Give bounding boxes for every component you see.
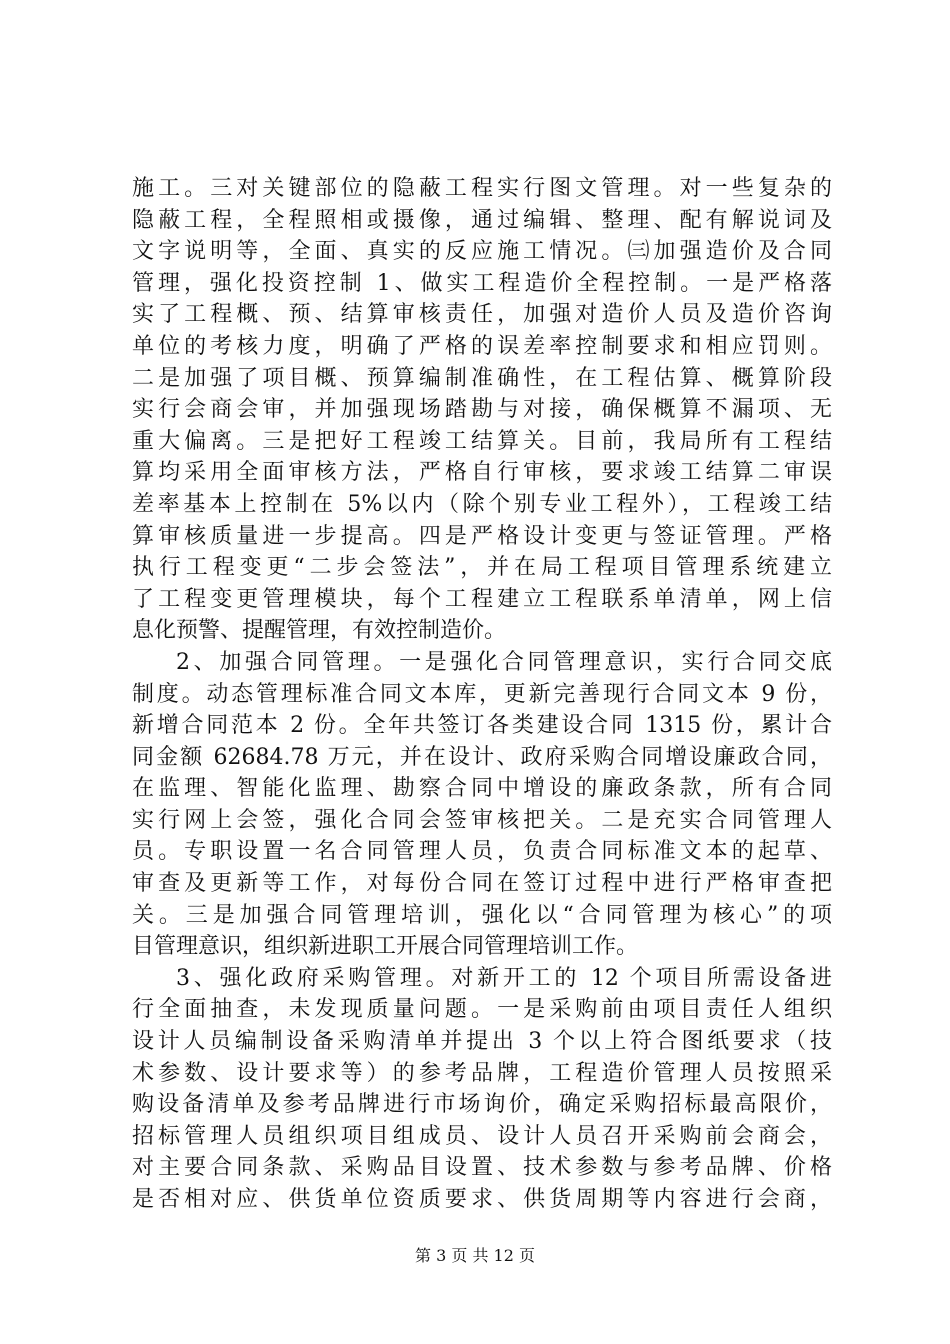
text-line: 2、加强合同管理。一是强化合同管理意识，实行合同交底 bbox=[176, 649, 832, 675]
text-line: 隐蔽工程，全程照相或摄像，通过编辑、整理、配有解说词及 bbox=[132, 207, 832, 233]
text-line: 制度。动态管理标准合同文本库，更新完善现行合同文本 9 份， bbox=[132, 681, 832, 707]
text-line: 实行网上会签，强化合同会签审核把关。二是充实合同管理人 bbox=[132, 807, 832, 833]
text-line: 在监理、智能化监理、勘察合同中增设的廉政条款，所有合同 bbox=[132, 776, 832, 802]
text-line: 重大偏离。三是把好工程竣工结算关。目前，我局所有工程结 bbox=[132, 428, 832, 454]
text-line: 管理，强化投资控制 1、做实工程造价全程控制。一是严格落 bbox=[132, 270, 832, 296]
text-line: 购设备清单及参考品牌进行市场询价，确定采购招标最高限价， bbox=[132, 1092, 832, 1118]
text-line: 执行工程变更“二步会签法”，并在局工程项目管理系统建立 bbox=[132, 555, 832, 581]
text-line: 实了工程概、预、结算审核责任，加强对造价人员及造价咨询 bbox=[132, 302, 832, 328]
text-line: 单位的考核力度，明确了严格的误差率控制要求和相应罚则。 bbox=[132, 333, 832, 359]
text-line: 关。三是加强合同管理培训，强化以“合同管理为核心”的项 bbox=[132, 902, 832, 928]
text-line: 息化预警、提醒管理，有效控制造价。 bbox=[132, 618, 507, 644]
text-line: 是否相对应、供货单位资质要求、供货周期等内容进行会商， bbox=[132, 1187, 832, 1212]
document-body bbox=[132, 173, 832, 1216]
text-line: 行全面抽查，未发现质量问题。一是采购前由项目责任人组织 bbox=[132, 997, 832, 1023]
text-line: 了工程变更管理模块，每个工程建立工程联系单清单，网上信 bbox=[132, 586, 832, 612]
page-number-label: 第 3 页 共 12 页 bbox=[415, 1246, 535, 1265]
text-line: 实行会商会审，并加强现场踏勘与对接，确保概算不漏项、无 bbox=[132, 397, 832, 423]
text-line: 算均采用全面审核方法，严格自行审核，要求竣工结算二审误 bbox=[132, 460, 832, 486]
page-footer bbox=[0, 1243, 950, 1266]
text-line: 目管理意识，组织新进职工开展合同管理培训工作。 bbox=[132, 934, 639, 960]
text-line: 二是加强了项目概、预算编制准确性，在工程估算、概算阶段 bbox=[132, 365, 832, 391]
text-line: 招标管理人员组织项目组成员、设计人员召开采购前会商会， bbox=[132, 1123, 832, 1149]
text-line: 对主要合同条款、采购品目设置、技术参数与参考品牌、价格 bbox=[132, 1155, 832, 1181]
text-line: 设计人员编制设备采购清单并提出 3 个以上符合图纸要求（技 bbox=[132, 1029, 832, 1055]
text-line: 差率基本上控制在 5%以内（除个别专业工程外），工程竣工结 bbox=[132, 491, 832, 517]
text-line: 员。专职设置一名合同管理人员，负责合同标准文本的起草、 bbox=[132, 839, 832, 865]
text-line: 文字说明等，全面、真实的反应施工情况。㈢加强造价及合同 bbox=[132, 239, 832, 265]
text-line: 审查及更新等工作，对每份合同在签订过程中进行严格审查把 bbox=[132, 871, 832, 897]
text-line: 术参数、设计要求等）的参考品牌，工程造价管理人员按照采 bbox=[132, 1060, 832, 1086]
text-line: 新增合同范本 2 份。全年共签订各类建设合同 1315 份，累计合 bbox=[132, 713, 832, 739]
text-line: 算审核质量进一步提高。四是严格设计变更与签证管理。严格 bbox=[132, 523, 832, 549]
text-line: 3、强化政府采购管理。对新开工的 12 个项目所需设备进 bbox=[176, 965, 832, 991]
text-line: 同金额 62684.78 万元，并在设计、政府采购合同增设廉政合同， bbox=[132, 744, 832, 770]
text-line: 施工。三对关键部位的隐蔽工程实行图文管理。对一些复杂的 bbox=[132, 176, 832, 201]
